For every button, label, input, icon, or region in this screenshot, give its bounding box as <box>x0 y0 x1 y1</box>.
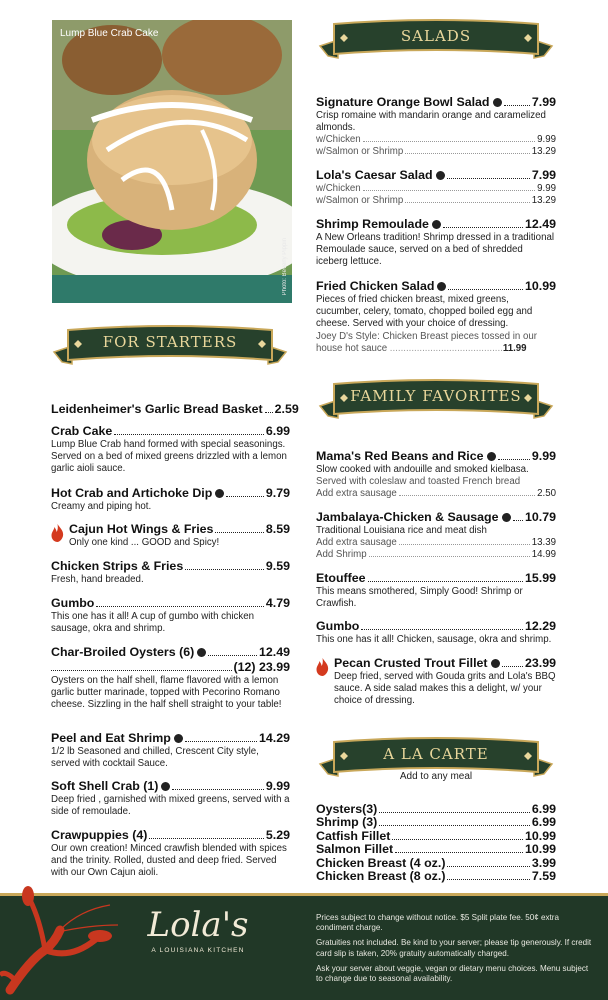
item-price: 6.99 <box>265 424 290 438</box>
item-option: w/Salmon or Shrimp 13.29 <box>316 195 556 206</box>
item-name: Fried Chicken Salad <box>316 279 435 293</box>
item-price: 12.49 <box>258 645 290 659</box>
footer-note: Ask your server about veggie, vegan or dietary menu choices. Menu subject to change due to seasonal availability. <box>316 963 589 984</box>
restaurant-logo <box>143 905 253 954</box>
item-price: 8.59 <box>265 522 290 536</box>
item-description: This means smothered, Simply Good! Shrimp or Crawfish. <box>316 586 523 610</box>
item-price: 9.79 <box>265 486 290 500</box>
item-description: Deep fried, served with Gouda grits and Lola's BBQ sauce. A side salad makes this a delight, w/ your choice of dressing. <box>334 671 556 707</box>
menu-item <box>51 779 290 818</box>
item-price: 9.59 <box>265 559 290 573</box>
alacarte-item: Salmon Fillet 10.99 <box>316 842 556 857</box>
menu-item <box>51 828 290 880</box>
item-name: Mama's Red Beans and Rice <box>316 449 484 463</box>
menu-item <box>51 486 290 513</box>
info-icon <box>487 452 496 461</box>
item-description: Slow cooked with andouille and smoked kielbasa. <box>316 464 529 475</box>
photo-credit: Photo: Beverly Pippin <box>282 237 288 295</box>
alacarte-heading: A LA CARTE <box>383 745 489 763</box>
item-name: Crab Cake <box>51 424 113 438</box>
item-description: Creamy and piping hot. <box>51 501 152 512</box>
menu-item <box>51 731 290 770</box>
item-description: This one has it all! Chicken, sausage, okra and shrimp. <box>316 634 552 645</box>
item-name: Jambalaya-Chicken & Sausage <box>316 510 499 524</box>
crab-cake-photo <box>52 20 292 303</box>
item-option: w/Chicken 9.99 <box>316 183 556 194</box>
alacarte-list <box>316 803 556 883</box>
item-price: 9.99 <box>265 779 290 793</box>
item-price: 23.99 <box>524 656 556 670</box>
spicy-flame-icon <box>316 658 329 676</box>
item-price: 15.99 <box>524 571 556 585</box>
starters-heading: FOR STARTERS <box>102 333 238 351</box>
item-option: Joey D's Style: Chicken Breast pieces tossed in our house hot sauce ..........................................11.99 <box>316 330 537 354</box>
item-option: Add extra sausage 2.50 <box>316 488 556 500</box>
menu-item <box>316 279 556 355</box>
item-name: Signature Orange Bowl Salad <box>316 95 490 109</box>
info-icon <box>161 782 170 791</box>
salads-heading: SALADS <box>400 27 472 45</box>
item-price: 12.49 <box>524 217 556 231</box>
item-option: Served with coleslaw and toasted French bread <box>316 476 521 488</box>
photo-caption: Lump Blue Crab Cake <box>60 28 159 39</box>
logo-tagline: A LOUISIANA KITCHEN <box>151 947 245 954</box>
item-description: A New Orleans tradition! Shrimp dressed in a traditional Remoulade sauce, served on a bed of shredded iceberg lettuce. <box>316 232 554 268</box>
footer-note: Gratuities not included. Be kind to your server; please tip generously. If credit card slip is taken, 20% gratuity automatically charged. <box>316 938 592 958</box>
spicy-flame-icon <box>51 524 64 542</box>
item-name: Lola's Caesar Salad <box>316 168 433 182</box>
info-icon <box>436 171 445 180</box>
item-price: 2.59 <box>274 402 299 416</box>
item-price: 10.99 <box>524 279 556 293</box>
menu-item <box>51 424 290 476</box>
alacarte-item: Shrimp (3) 6.99 <box>316 815 556 830</box>
info-icon <box>437 282 446 291</box>
item-price: 12.29 <box>524 619 556 633</box>
item-name: Chicken Strips & Fries <box>51 559 184 573</box>
family-heading: FAMILY FAVORITES <box>350 387 522 405</box>
item-price: 4.79 <box>265 596 290 610</box>
item-description: Pieces of fried chicken breast, mixed greens, cucumber, celery, tomato, chopped boiled egg and cheese. Served with your choice of dressing. <box>316 294 533 330</box>
item-description: Our own creation! Minced crawfish blended with spices and the trinity. Rolled, dusted and deep fried. Served with our Own Cajun aioli. <box>51 843 287 879</box>
crawfish-icon <box>0 880 120 1000</box>
family-banner <box>318 378 554 422</box>
item-description: Crisp romaine with mandarin orange and caramelized almonds. <box>316 110 546 134</box>
footer-note: Prices subject to change without notice. $5 Split plate fee. 50¢ extra condiment charge. <box>316 913 559 933</box>
menu-item <box>51 596 290 635</box>
crab-cake-image <box>52 20 292 303</box>
menu-item <box>51 402 299 417</box>
item-option: Add extra sausage 13.39 <box>316 537 556 549</box>
menu-item <box>316 449 556 500</box>
item-name: Crawpuppies (4) <box>51 828 148 842</box>
footer-notes <box>316 913 596 989</box>
item-price: 7.99 <box>531 95 556 109</box>
item-name: Char-Broiled Oysters (6) <box>51 645 195 659</box>
item-description: This one has it all! A cup of gumbo with chicken sausage, okra and shrimp. <box>51 611 255 635</box>
alacarte-item: Chicken Breast (8 oz.) 7.59 <box>316 869 556 884</box>
menu-item <box>316 510 556 561</box>
logo-name: Lola's <box>147 905 249 945</box>
menu-item <box>51 559 290 586</box>
alacarte-item: Chicken Breast (4 oz.) 3.99 <box>316 855 556 870</box>
item-price: 9.99 <box>531 449 556 463</box>
item-description: Only one kind ... GOOD and Spicy! <box>69 537 220 548</box>
item-description: Lump Blue Crab hand formed with special seasonings. Served on a bed of mixed greens drizzled with a lemon garlic aioli sauce. <box>51 439 287 475</box>
info-icon <box>215 489 224 498</box>
item-description: 1/2 lb Seasoned and chilled, Crescent City style, served with cocktail Sauce. <box>51 746 259 770</box>
item-option: w/Chicken 9.99 <box>316 134 556 146</box>
info-icon <box>174 734 183 743</box>
item-name: Pecan Crusted Trout Fillet <box>334 656 488 670</box>
item-price-large: (12) 23.99 <box>233 660 290 674</box>
menu-item <box>316 168 556 207</box>
menu-item <box>316 217 556 269</box>
item-option: Add Shrimp 14.99 <box>316 549 556 561</box>
item-price: 14.29 <box>258 731 290 745</box>
info-icon <box>197 648 206 657</box>
menu-item <box>316 571 556 610</box>
item-name: Leidenheimer's Garlic Bread Basket <box>51 402 263 416</box>
info-icon <box>493 98 502 107</box>
item-description: Oysters on the half shell, flame flavored with a lemon garlic butter marinade, topped with Pecorino Romano cheese. Sizzling in the half shell straight to your table! <box>51 675 282 711</box>
item-name: Gumbo <box>316 619 360 633</box>
starters-banner <box>52 324 288 368</box>
item-name: Etouffee <box>316 571 366 585</box>
item-name: Gumbo <box>51 596 95 610</box>
info-icon <box>491 659 500 668</box>
item-price: 5.29 <box>265 828 290 842</box>
item-name: Hot Crab and Artichoke Dip <box>51 486 213 500</box>
item-name: Cajun Hot Wings & Fries <box>69 522 214 536</box>
alacarte-item: Oysters(3) 6.99 <box>316 802 556 816</box>
alacarte-item: Catfish Fillet 10.99 <box>316 828 556 843</box>
item-name: Shrimp Remoulade <box>316 217 429 231</box>
menu-item <box>51 645 290 712</box>
menu-item <box>316 95 556 158</box>
item-option: w/Salmon or Shrimp 13.29 <box>316 146 556 158</box>
alacarte-note: Add to any meal <box>399 771 473 782</box>
item-name: Peel and Eat Shrimp <box>51 731 171 745</box>
item-description: Fresh, hand breaded. <box>51 574 144 585</box>
info-icon <box>432 220 441 229</box>
salads-banner <box>318 18 554 62</box>
item-price: 7.99 <box>531 168 556 182</box>
item-price: 10.79 <box>524 510 556 524</box>
item-name: Soft Shell Crab (1) <box>51 779 159 793</box>
info-icon <box>502 513 511 522</box>
item-description: Deep fried , garnished with mixed greens, served with a side of remoulade. <box>51 794 290 818</box>
item-description: Traditional Louisiana rice and meat dish <box>316 525 487 536</box>
menu-item <box>316 656 556 708</box>
menu-item <box>316 619 556 646</box>
menu-item <box>51 522 290 549</box>
